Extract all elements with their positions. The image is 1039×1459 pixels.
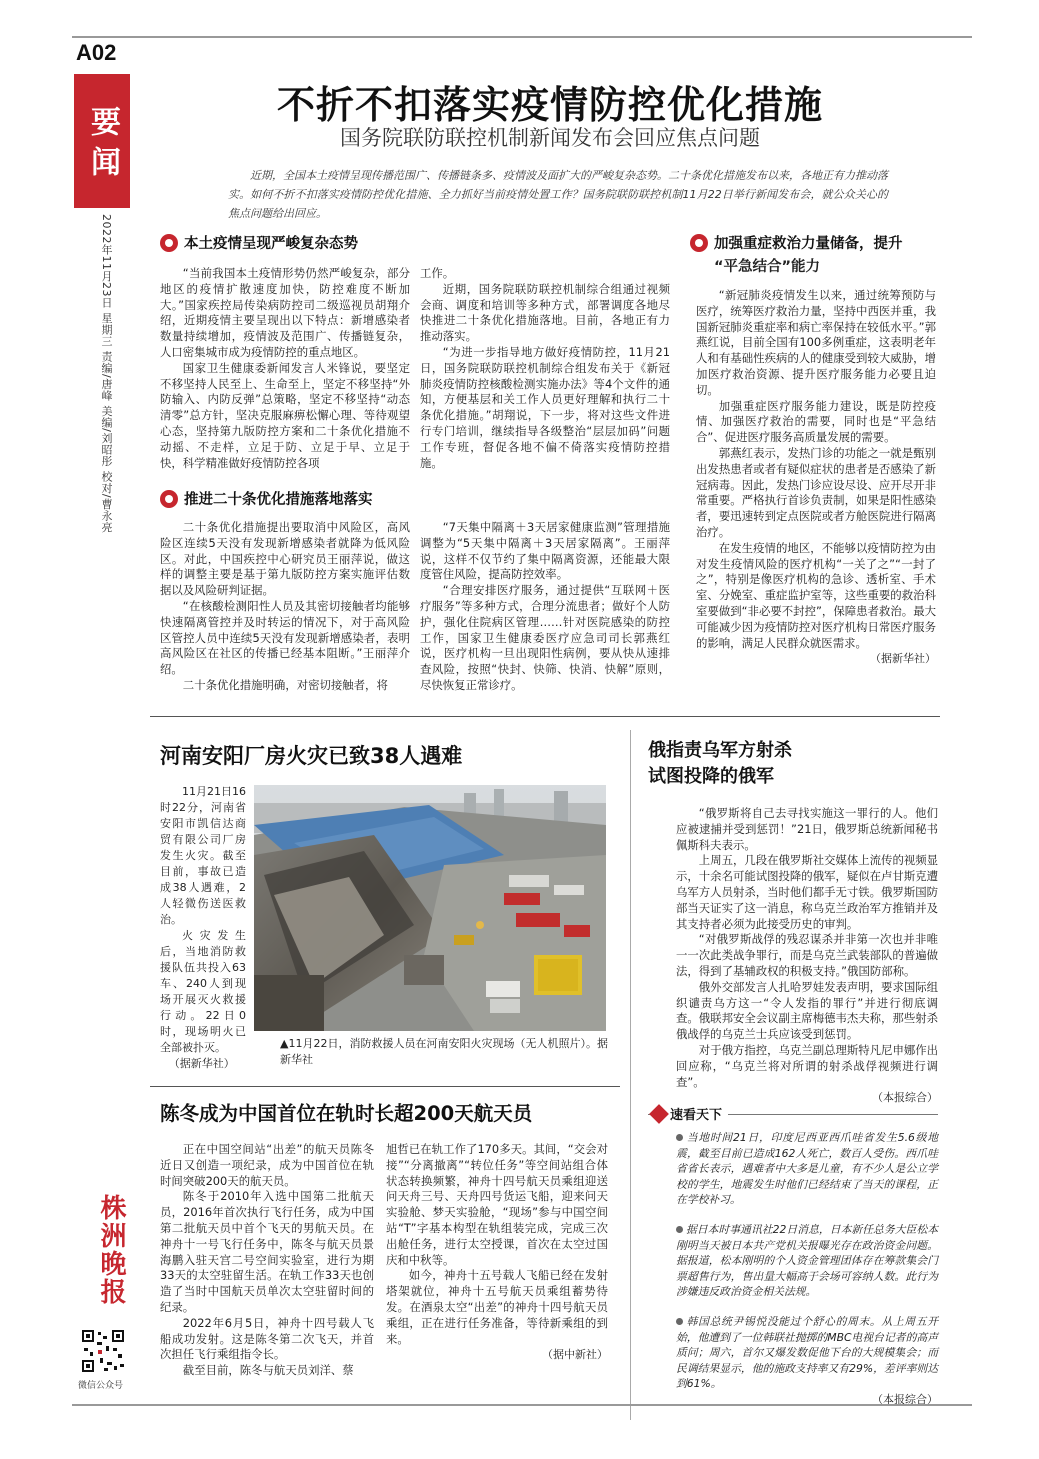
- lead-intro: 近期，全国本土疫情呈现传播范围广、传播链条多、疫情波及面扩大的严峻复杂态势。二十条优化措施发布以来，各地正有力推动落实。如何不折不扣落实疫情防控优化措施、全力抓好当前疫情处置工作？国务院联防联控机制11月22日举行新闻发布会，就公众关心的焦点问题给出回应。: [228, 169, 888, 220]
- section2-col2: [420, 520, 670, 694]
- section3-heading-line1: 加强重症救治力量储备，提升: [714, 236, 903, 252]
- astronaut-headline: 陈冬成为中国首位在轨时长超200天航天员: [160, 1102, 533, 1125]
- paragraph: 近期，国务院联防联控机制综合组通过视频会商、调度和培训等多种方式，部署调度各地尽快推进二十条优化措施落地。目前，各地正有力推动落实。: [420, 281, 670, 344]
- lead-headline: 不折不扣落实疫情防控优化措施: [276, 83, 823, 127]
- qr-code[interactable]: [80, 1328, 126, 1374]
- qr-pattern-icon: [80, 1328, 126, 1374]
- section2-col1: [160, 520, 410, 694]
- astronaut-divider: [150, 1086, 620, 1087]
- paragraph: 工作。: [420, 266, 455, 280]
- section3-heading: [690, 232, 940, 276]
- paragraph: “合理安排医疗服务，通过提供“互联网＋医疗服务”等多种方式，合理分流患者；做好个人防护，强化住院病区管理……针对医院感染的防控工作，国家卫生健康委医疗应急司司长郭燕红说，医疗机构一旦出现阳性病例，要从快从速排查风险，按照“快封、快筛、快消、快解”原则，尽快恢复正常诊疗。: [420, 583, 670, 692]
- fire-photo-caption: ▲11月22日，消防救援人员在河南安阳火灾现场（无人机照片）。据新华社: [280, 1037, 608, 1066]
- paragraph: 对于俄方指控，乌克兰副总理斯特凡尼申娜作出回应称，“乌克兰将对所谓的射杀战俘视频进行调查”。: [676, 1042, 939, 1089]
- source-credit: （据新华社）: [870, 652, 936, 666]
- russia-headline-line2: 试图投降的俄军: [648, 766, 774, 787]
- paragraph: “在核酸检测阳性人员及其密切接触者均能够快速隔离管控并及时转运的情况下，对于高风险区管控人员中连续5天没有发现新增感染者，表明高风险区在社区的传播已经基本阻断。”王丽萍介绍。: [160, 598, 410, 677]
- paragraph: 如今，神舟十五号载人飞船已经在发射塔架就位，神舟十五号航天员乘组蓄势待发。在酒泉太空“出差”的神舟十四号航天员乘组，正在进行任务准备，等待新乘组的到来。: [386, 1268, 608, 1346]
- paragraph: “为进一步指导地方做好疫情防控，11月21日，国务院联防联控机制综合组发布关于《新冠肺炎疫情防控核酸检测实施办法》等4个文件的通知，方便基层和关工作人员更好理解和执行二十条优化措施。”胡翔说，下一步，将对这些文件进行专门培训，继续指导各级整治“层层加码”问题工作专班，督促各地不偏不倚落实疫情防控措施。: [420, 344, 670, 470]
- paragraph: “7天集中隔离＋3天居家健康监测”管理措施调整为“5天集中隔离＋3天居家隔离”。王丽萍说，这样不仅节约了集中隔离资源，还能最大限度管住风险，提高防控效率。: [420, 520, 670, 582]
- russia-headline: [648, 738, 792, 790]
- qr-caption: 微信公众号: [78, 1381, 124, 1391]
- paragraph: 旭哲已在轨工作了170多天。其间，“交会对接”“分离撤离”“转位任务”等空间站组合体状态转换频繁，神舟十四号航天员乘组迎送问天舟三号、天舟四号货运飞船，迎来问天实验舱、梦天实验舱，“现场”参与中国空间站“T”字基本构型在轨组装完成，完成三次出舱任务，进行太空授课，首次在太空过国庆和中秋等。: [386, 1142, 608, 1267]
- fire-headline: 河南安阳厂房火灾已致38人遇难: [160, 744, 463, 768]
- brief-item: 韩国总统尹锡悦没能过个舒心的周末。从上周五开始，他遭到了一位韩联社抛掷的MBC电视台记者的高声质问；周六，首尔又爆发数促他下台的大规模集会；而民调结果显示，他的施政支持率又有29%，差评率则达到61%。: [676, 1314, 938, 1391]
- briefs-body: [676, 1130, 938, 1407]
- paragraph: 2022年6月5日，神舟十四号载人飞船成功发射。这是陈冬第二次飞天，并首次担任飞行乘组指令长。: [160, 1315, 374, 1362]
- paragraph: 11月21日16时22分，河南省安阳市凯信达商贸有限公司厂房发生火灾。截至目前，事故已造成38人遇难，2人轻微伤送医救治。: [160, 785, 246, 926]
- paragraph: 二十条优化措施提出要取消中风险区，高风险区连续5天没有发现新增感染者就降为低风险区。对此，中国疾控中心研究员王丽萍说，做这样的调整主要是基于第九版防控方案实施评估数据以及风险研判证据。: [160, 520, 410, 598]
- section-label: 要闻: [85, 106, 120, 186]
- bullet-icon: [160, 490, 178, 508]
- paragraph: 加强重症医疗服务能力建设，既是防控疫情、加强医疗救治的需要，同时也是“平急结合”、促进医疗服务高质量发展的需要。: [696, 398, 936, 445]
- brief-item: 当地时间21日，印度尼西亚西爪哇省发生5.6级地震，截至目前已造成162人死亡，数百人受伤。西爪哇省省长表示，遇难者中大多是儿童，有不少人是公立学校的学生，地震发生时他们已经结束了当天的课程，正在学校补习。: [676, 1131, 938, 1207]
- source-credit: （据新华社）: [168, 1057, 235, 1070]
- paragraph: 陈冬于2010年入选中国第二批航天员，2016年首次执行飞行任务，成为中国第二批航天员中首个飞天的男航天员。在神舟十一号飞行任务中，陈冬与航天员景海鹏入驻天宫二号空间实验室，进行为期33天的太空驻留生活。在轨工作33天也创造了当时中国航天员单次太空驻留时间的纪录。: [160, 1189, 374, 1314]
- section3-heading-line2: “平急结合”能力: [714, 259, 821, 275]
- lead-subheadline: 国务院联防联控机制新闻发布会回应焦点问题: [340, 126, 760, 150]
- section2-heading-text: 推进二十条优化措施落地落实: [184, 492, 373, 508]
- top-rule: [72, 36, 972, 38]
- source-credit: （据中新社）: [542, 1348, 608, 1362]
- fire-photo: [254, 785, 606, 1031]
- paragraph: 郭燕红表示，发热门诊的功能之一就是甄别出发热患者或者有疑似症状的患者是否感染了新冠病毒。因此，发热门诊应设尽设、应开尽开非常重要。严格执行首诊负责制，如果是阳性感染者，要迅速转到定点医院或者方舱医院进行隔离治疗。: [696, 445, 936, 539]
- bottom-rule: [72, 1404, 972, 1406]
- fire-scene-image: [254, 785, 606, 1031]
- lead-divider: [150, 716, 940, 717]
- paragraph: 上周五，几段在俄罗斯社交媒体上流传的视频显示，十余名可能试图投降的俄军，疑似在卢甘斯克遭乌军方人员射杀，当时他们都手无寸铁。俄罗斯国防部当天证实了这一消息，称乌克兰政治军方推销并及其支持者必须为此接受历史的审判。: [676, 853, 939, 931]
- column-divider: [630, 730, 631, 1420]
- bullet-dot-icon: [676, 1318, 683, 1325]
- section1-heading: [160, 232, 358, 253]
- paragraph: 截至目前，陈冬与航天员刘洋、蔡: [182, 1363, 354, 1378]
- section1-heading-text: 本土疫情呈现严峻复杂态势: [184, 236, 358, 252]
- section3-body: [696, 288, 936, 666]
- paragraph: 火灾发生后，当地消防救援队伍共投入63车、240人到现场开展灭火救援行动。22日0时，现场明火已全部被扑灭。: [160, 929, 246, 1054]
- paragraph: 在发生疫情的地区，不能够以疫情防控为由对发生疫情风险的医疗机构“一关了之”“一封了之”，特别是像医疗机构的急诊、透析室、手术室、分娩室、重症监护室等，这些重要的救治科室要做到“非必要不封控”，保障患者救治。最大可能减少因为疫情防控对医疗机构日常医疗服务的影响，满足人民群众就医需求。: [696, 540, 936, 650]
- paragraph: 二十条优化措施明确，对密切接触者，将: [182, 677, 388, 692]
- section1-col1: [160, 266, 410, 471]
- astronaut-col2: [386, 1142, 608, 1362]
- brief-item: 据日本时事通讯社22日消息，日本新任总务大臣松本刚明当天被日本共产党机关报曝光存在政治资金问题。据报道，松本刚明的个人资金管理团体存在筹款集会门票超售行为，售出量大幅高于会场可容纳人数。此行为涉嫌违反政治资金相关法规。: [676, 1222, 938, 1299]
- astronaut-col1: [160, 1142, 374, 1379]
- russia-headline-line1: 俄指责乌军方射杀: [648, 740, 792, 761]
- russia-body: [676, 806, 938, 1105]
- paragraph: “对俄罗斯战俘的残忍谋杀并非第一次也并非唯一一次此类战争罪行，而是乌克兰武装部队的普遍做法，得到了基辅政权的积极支持。”俄国防部称。: [676, 932, 938, 978]
- briefs-header: [648, 1104, 938, 1124]
- paragraph: 俄外交部发言人扎哈罗娃发表声明，要求国际组织谴责乌方这一“令人发指的罪行”并进行彻底调查。俄联邦安全会议副主席梅德韦杰夫称，那些射杀俄战俘的乌克兰士兵应该受到惩罚。: [676, 979, 939, 1042]
- diamond-icon: [649, 1104, 669, 1124]
- paragraph: “当前我国本土疫情形势仍然严峻复杂，部分地区的疫情扩散速度加快，防控难度不断加大。”国家疾控局传染病防控司二级巡视员胡翔介绍，近期疫情主要呈现出以下特点：新增感染者数量持续增加，疫情波及范围广、传播链复杂，人口密集城市成为疫情防控的重点地区。: [160, 266, 410, 359]
- section2-heading: [160, 488, 373, 509]
- section1-col2: [420, 266, 670, 471]
- source-credit: （本报综合）: [872, 1091, 938, 1105]
- fire-body: [160, 784, 246, 1072]
- paper-logo: 株洲晚报: [96, 1194, 126, 1306]
- briefs-heading: 速看天下: [670, 1108, 723, 1123]
- section-banner: [74, 74, 130, 208]
- date-line: 2022年11月23日 星期三 责编/唐峰 美编/刘昭彤 校对/曹永亮: [100, 214, 113, 533]
- paragraph: “新冠肺炎疫情发生以来，通过统筹预防与医疗，统筹医疗救治力量，坚持中西医并重，我国新冠肺炎重症率和病亡率保持在较低水平。”郭燕红说，目前全国有100多例重症，这表明老年人和有基础性疾病的人的健康受到较大威胁，增加医疗救治资源、提升医疗服务能力必要且迫切。: [696, 288, 936, 397]
- paragraph: 国家卫生健康委新闻发言人米锋说，要坚定不移坚持人民至上、生命至上，坚定不移坚持“外防输入、内防反弹”总策略，坚定不移坚持“动态清零”总方针，坚决克服麻痹松懈心理、等待观望心态，坚持第九版防控方案和二十条优化措施不动摇、不走样，立足于防、立足于早、立足于快，科学精准做好疫情防控各项: [160, 360, 410, 470]
- page-number: A02: [76, 40, 117, 65]
- source-credit: （本报综合）: [872, 1392, 938, 1406]
- bullet-dot-icon: [676, 1134, 683, 1141]
- bullet-icon: [690, 234, 708, 252]
- paragraph: 正在中国空间站“出差”的航天员陈冬近日又创造一项纪录，成为中国首位在轨时间突破200天的航天员。: [160, 1142, 374, 1188]
- bullet-dot-icon: [676, 1226, 683, 1233]
- paragraph: “俄罗斯将自己去寻找实施这一罪行的人。他们应被逮捕并受到惩罚！”21日，俄罗斯总统新闻秘书佩斯科夫表示。: [676, 806, 938, 852]
- bullet-icon: [160, 234, 178, 252]
